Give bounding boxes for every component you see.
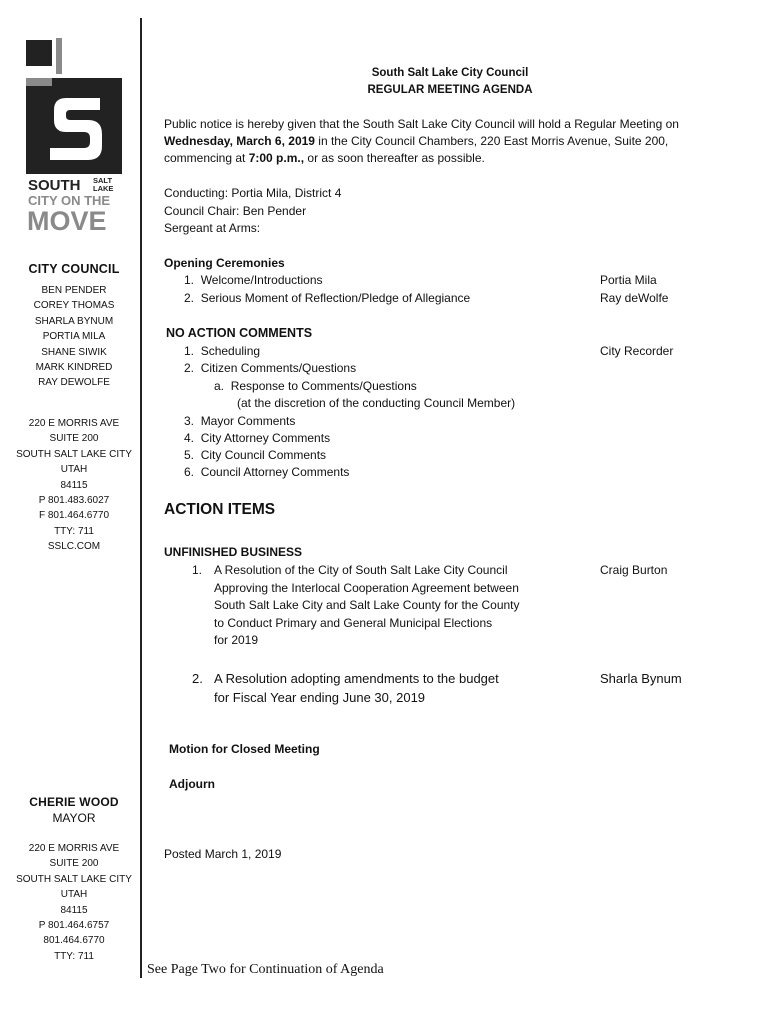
no-action-heading: NO ACTION COMMENTS bbox=[166, 326, 313, 340]
action-item-1-line-5: for 2019 bbox=[214, 633, 259, 647]
council-member: BEN PENDER bbox=[41, 285, 107, 296]
council-address-line: SSLC.COM bbox=[47, 541, 101, 553]
council-member: MARK KINDRED bbox=[35, 362, 113, 374]
opening-item-1: 1. Welcome/Introductions bbox=[184, 273, 323, 287]
action-item-1-line-1: A Resolution of the City of South Salt Lake City Council bbox=[214, 563, 508, 577]
council-member: SHARLA BYNUM bbox=[34, 315, 114, 327]
action-item-1-presenter: Craig Burton bbox=[600, 563, 668, 577]
action-item-2-line-1: A Resolution adopting amendments to the budget bbox=[214, 671, 499, 686]
meeting-date: Wednesday, March 6, 2019 bbox=[164, 134, 315, 148]
action-item-2-num: 2. bbox=[192, 671, 203, 686]
logo-south-text: SOUTH bbox=[28, 177, 81, 194]
notice-line-3 bbox=[164, 150, 485, 167]
continuation-footer: See Page Two for Continuation of Agenda bbox=[147, 962, 384, 977]
closed-meeting-motion: Motion for Closed Meeting bbox=[169, 742, 320, 756]
action-item-1-line-3: South Salt Lake City and Salt Lake County for the County bbox=[214, 598, 520, 612]
mayor-address-line: TTY: 711 bbox=[54, 950, 94, 962]
action-item-2-presenter: Sharla Bynum bbox=[600, 671, 682, 686]
agenda-title: REGULAR MEETING AGENDA bbox=[367, 84, 533, 96]
no-action-item-1: 1. Scheduling bbox=[184, 344, 261, 358]
mayor-address-line: SOUTH SALT LAKE CITY bbox=[16, 873, 132, 885]
mayor-address-line: UTAH bbox=[60, 889, 88, 901]
opening-presenter-1: Portia Mila bbox=[600, 273, 657, 287]
meeting-time: 7:00 p.m., bbox=[248, 151, 305, 165]
conducting: Conducting: Portia Mila, District 4 bbox=[164, 186, 342, 200]
council-address-line: UTAH bbox=[60, 464, 88, 476]
council-address-line: 220 E MORRIS AVE bbox=[28, 418, 120, 429]
meeting-location: in the City Council Chambers, 220 East Morris Avenue, Suite 200, bbox=[314, 134, 669, 148]
city-logo bbox=[26, 38, 124, 234]
council-heading: CITY COUNCIL bbox=[28, 262, 120, 276]
sidebar bbox=[0, 0, 141, 1024]
logo-city-on-the-text: CITY ON THE bbox=[28, 193, 111, 208]
notice-line-1: Public notice is hereby given that the South Salt Lake City Council will hold a Regular Meeting on bbox=[164, 117, 679, 131]
council-address bbox=[0, 416, 148, 555]
mayor-address-line: 801.464.6770 bbox=[43, 935, 105, 947]
council-member: RAY DEWOLFE bbox=[38, 377, 110, 389]
mayor-address-line: SUITE 200 bbox=[49, 858, 99, 870]
no-action-item-3: 3. Mayor Comments bbox=[184, 414, 296, 428]
logo-lake-text: LAKE bbox=[93, 184, 114, 193]
council-address-line: 84115 bbox=[60, 479, 88, 491]
mayor-title: MAYOR bbox=[52, 811, 96, 825]
no-action-item-6: 6. Council Attorney Comments bbox=[184, 465, 350, 479]
opening-presenter-2: Ray deWolfe bbox=[600, 291, 669, 305]
opening-heading: Opening Ceremonies bbox=[164, 256, 285, 270]
no-action-presenter-1: City Recorder bbox=[600, 344, 674, 358]
no-action-item-2: 2. Citizen Comments/Questions bbox=[184, 361, 357, 375]
sidebar-divider bbox=[140, 18, 142, 978]
council-member: COREY THOMAS bbox=[33, 300, 115, 312]
mayor-address-line: P 801.464.6757 bbox=[38, 920, 110, 932]
council-address-line: SUITE 200 bbox=[49, 433, 99, 445]
opening-item-2: 2. Serious Moment of Reflection/Pledge of Allegiance bbox=[184, 291, 471, 305]
mayor-address-line: 84115 bbox=[60, 904, 88, 916]
logo-move-text: MOVE bbox=[27, 206, 107, 234]
mayor-name: CHERIE WOOD bbox=[29, 795, 119, 809]
council-member-list bbox=[0, 283, 148, 391]
sergeant-at-arms: Sergeant at Arms: bbox=[164, 221, 261, 235]
council-address-line: F 801.464.6770 bbox=[38, 510, 110, 522]
soon-text: or as soon thereafter as possible. bbox=[304, 151, 485, 165]
notice-line-2 bbox=[164, 133, 668, 150]
council-address-line: SOUTH SALT LAKE CITY bbox=[16, 448, 132, 460]
council-member: SHANE SIWIK bbox=[41, 346, 107, 358]
council-address-line: P 801.483.6027 bbox=[38, 495, 110, 507]
logo-salt-text: SALT bbox=[93, 176, 113, 185]
action-item-1-num: 1. bbox=[192, 563, 203, 577]
mayor-address-line: 220 E MORRIS AVE bbox=[28, 843, 120, 854]
mayor-address bbox=[0, 841, 148, 964]
action-items-heading: ACTION ITEMS bbox=[164, 501, 276, 518]
council-chair: Council Chair: Ben Pender bbox=[164, 204, 307, 218]
action-item-1-line-2: Approving the Interlocal Cooperation Agreement between bbox=[214, 581, 519, 595]
unfinished-business-heading: UNFINISHED BUSINESS bbox=[164, 545, 303, 559]
no-action-item-2a-note: (at the discretion of the conducting Council Member) bbox=[237, 396, 516, 410]
council-name: South Salt Lake City Council bbox=[371, 67, 529, 79]
adjourn: Adjourn bbox=[169, 777, 215, 791]
action-item-1-line-4: to Conduct Primary and General Municipal Elections bbox=[214, 616, 493, 630]
posted-date: Posted March 1, 2019 bbox=[164, 847, 282, 861]
action-item-2-line-2: for Fiscal Year ending June 30, 2019 bbox=[214, 690, 426, 705]
council-address-line: TTY: 711 bbox=[54, 525, 94, 537]
council-member: PORTIA MILA bbox=[42, 331, 106, 343]
no-action-item-2a: a. Response to Comments/Questions bbox=[214, 379, 417, 393]
commencing-text: commencing at bbox=[164, 151, 249, 165]
no-action-item-5: 5. City Council Comments bbox=[184, 448, 327, 462]
no-action-item-4: 4. City Attorney Comments bbox=[184, 431, 331, 445]
